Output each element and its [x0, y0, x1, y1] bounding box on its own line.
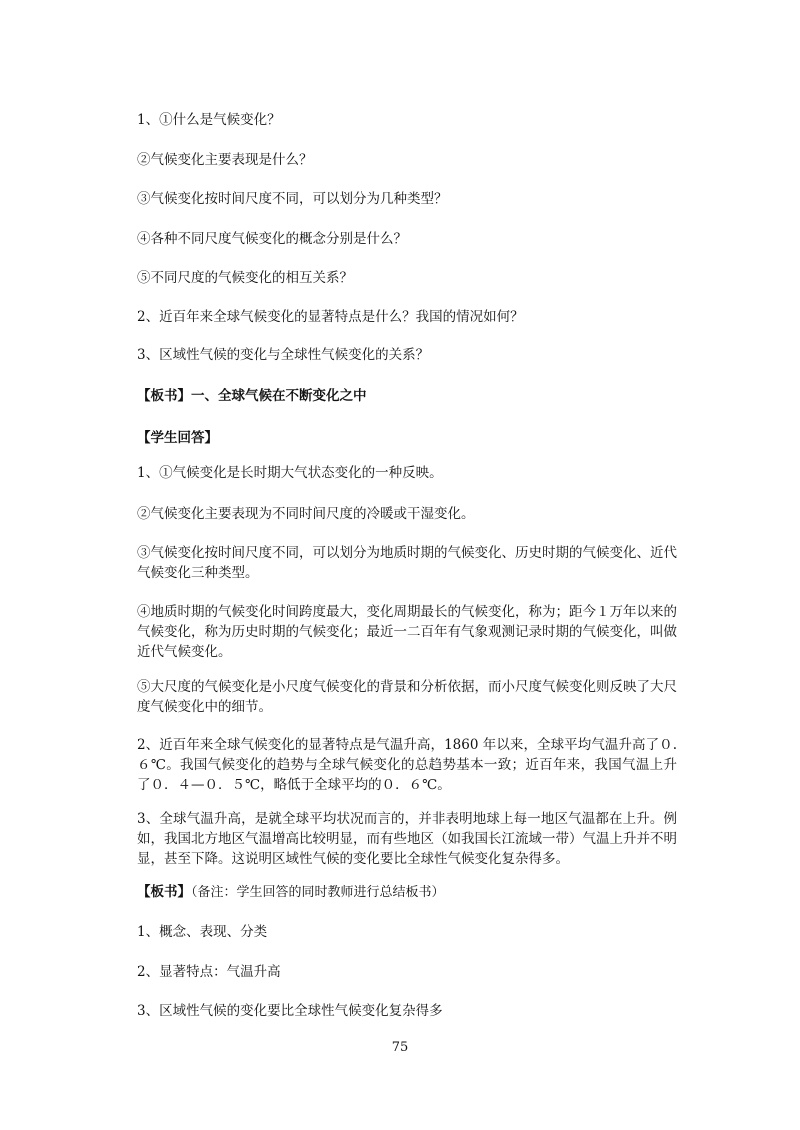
board-item-1: 1、概念、表现、分类: [137, 924, 268, 940]
question-2: 2、近百年来全球气候变化的显著特点是什么？我国的情况如何？: [137, 309, 524, 325]
board-summary: [137, 882, 677, 903]
answer-1-a: 1、①气候变化是长时期大气状态变化的一种反映。: [137, 465, 443, 481]
answer-1-c: ③气候变化按时间尺度不同，可以划分为地质时期的气候变化、历史时期的气候变化、近代气候变化三种类型。: [137, 545, 677, 581]
answer-2: 2、近百年来全球气候变化的显著特点是气温升高，1860 年以来，全球平均气温升高了０.６℃。我国气候变化的趋势与全球气候变化的总趋势基本一致；近百年来，我国气温上升了０．４—０．５℃，略低于全球平均的０．６℃。: [137, 737, 677, 793]
question-1-a: 1、①什么是气候变化？: [137, 112, 281, 128]
board-heading: 【板书】一、全球气候在不断变化之中: [137, 388, 367, 404]
question-1-b: ②气候变化主要表现是什么？: [137, 152, 313, 168]
page-number: 75: [391, 1040, 409, 1055]
board-item-3: 3、区域性气候的变化要比全球性气候变化复杂得多: [137, 1003, 443, 1019]
answer-1-e: ⑤大尺度的气候变化是小尺度气候变化的背景和分析依据，而小尺度气候变化则反映了大尺度气候变化中的细节。: [137, 679, 677, 715]
question-1-c: ③气候变化按时间尺度不同，可以划分为几种类型？: [137, 191, 448, 207]
answer-1-b: ②气候变化主要表现为不同时间尺度的冷暖或干湿变化。: [137, 506, 475, 522]
question-1-e: ⑤不同尺度的气候变化的相互关系？: [137, 270, 353, 286]
board-item-2: 2、显著特点：气温升高: [137, 964, 281, 980]
answer-1-d: ④地质时期的气候变化时间跨度最大，变化周期最长的气候变化，称为；距今１万年以来的气候变化，称为历史时期的气候变化；最近一二百年有气象观测记录时期的气候变化，叫做近代气候变化。: [137, 604, 677, 660]
student-answers-heading: 【学生回答】: [137, 430, 218, 446]
answer-3: 3、全球气温升高，是就全球平均状况而言的，并非表明地球上每一地区气温都在上升。例如，我国北方地区气温增高比较明显，而有些地区（如我国长江流域一带）气温上升并不明显，甚至下降。这说明区域性气候的变化要比全球性气候变化复杂得多。: [137, 811, 677, 867]
board-summary-note: （备注：学生回答的同时教师进行总结板书）: [191, 885, 445, 900]
board-summary-label: 【板书】: [137, 884, 191, 900]
question-1-d: ④各种不同尺度气候变化的概念分别是什么？: [137, 231, 407, 247]
question-3: 3、区域性气候的变化与全球性气候变化的关系？: [137, 347, 430, 363]
